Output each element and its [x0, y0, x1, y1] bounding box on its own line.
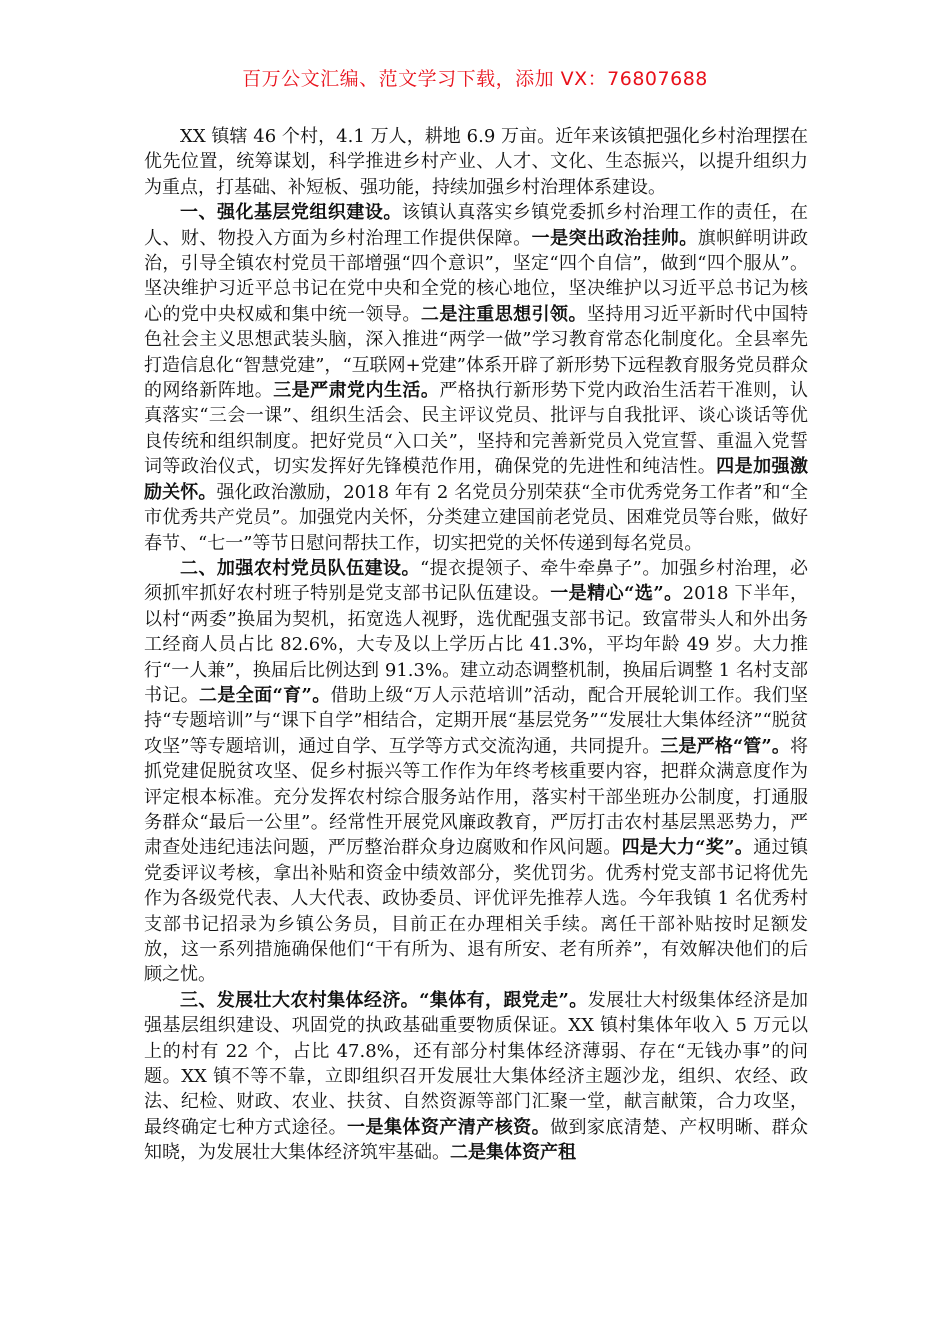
text-run: 旗帜鲜明讲政治，引导全镇农村党员干部增强“四个意识”，坚定“四个自信”，做到“四个服从”。坚决维护习近平总书记在党中央和全党的核心地位，坚决维护以习近平总书记为核心的党中央权威和集中统一领导。 [144, 227, 809, 325]
text-run: “提衣提领子、牵牛牵鼻子”。加强乡村治理，必须抓牢抓好农村班子特别是党支部书记队伍建设。 [144, 557, 809, 605]
text-run: 严格执行新形势下党内政治生活若干准则，认真落实“三会一课”、组织生活会、民主评议党员、批评与自我批评、谈心谈话等优良传统和组织制度。把好党员“入口关”，坚持和完善新党员入党宣誓、重温入党誓词等政治仪式，切实发挥好先锋模范作用，确保党的先进性和纯洁性。 [144, 380, 809, 478]
text-run: 通过镇党委评议考核，拿出补贴和资金中绩效部分，奖优罚劣。优秀村党支部书记将优先作为各级党代表、人大代表、政协委员、评优评先推荐人选。今年我镇 1 名优秀村支部书记招录为乡镇公务员，目前正在办理相关手续。离任干部补贴按时足额发放，这一系列措施确保他们“干有所为、退有所安、老有所养”，有效解决他们的后顾之忧。 [144, 837, 809, 986]
text-run: 借助上级“万人示范培训”活动，配合开展轮训工作。我们坚持“专题培训”与“课下自学”相结合，定期开展“基层党务”“发展壮大集体经济”“脱贫攻坚”等专题培训，通过自学、互学等方式交流沟通，共同提升。 [144, 684, 808, 757]
paragraph [144, 200, 808, 556]
document-body [144, 124, 808, 1166]
bold-heading-run: 二、加强农村党员队伍建设。 [180, 557, 420, 579]
paragraph [144, 556, 808, 988]
text-run: XX 镇辖 46 个村，4.1 万人，耕地 6.9 万亩。近年来该镇把强化乡村治理摆在优先位置，统筹谋划，科学推进乡村产业、人才、文化、生态振兴，以提升组织力为重点，打基础、补短板、强功能，持续加强乡村治理体系建设。 [144, 126, 808, 198]
text-run: 做到家底清楚、产权明晰、群众知晓，为发展壮大集体经济筑牢基础。 [144, 1116, 809, 1164]
text-run: 坚持用习近平新时代中国特色社会主义思想武装头脑，深入推进“两学一做”学习教育常态化制度化。全县率先打造信息化“智慧党建”，“互联网+党建”体系开辟了新形势下远程教育服务党员群众的网络新阵地。 [144, 303, 809, 402]
bold-heading-run: 三、发展壮大农村集体经济。 [180, 989, 420, 1011]
bold-heading-run: 三是严肃党内生活。 [273, 380, 440, 402]
bold-heading-run: 二是注重思想引领。 [420, 303, 587, 325]
text-run: 该镇认真落实乡镇党委抓乡村治理工作的责任，在人、财、物投入方面为乡村治理工作提供保障。 [144, 202, 809, 249]
bold-heading-run: 一是集体资产清产核资。 [347, 1116, 551, 1138]
bold-heading-run: 四是加强激励关怀。 [144, 456, 809, 503]
text-run: 强化政治激励，2018 年有 2 名党员分别荣获“全市优秀党务工作者”和“全市优秀共产党员”。加强党内关怀，分类建立建国前老党员、困难党员等台账，做好春节、“七一”等节日慰问帮扶工作，切实把党的关怀传递到每名党员。 [144, 481, 809, 554]
paragraph [144, 988, 808, 1166]
bold-heading-run: 三是严格“管”。 [660, 735, 790, 757]
paragraph [144, 124, 808, 200]
text-run: 发展壮大村级集体经济是加强基层组织建设、巩固党的执政基础重要物质保证。XX 镇村集体年收入 5 万元以上的村有 22 个，占比 47.8%，还有部分村集体经济薄弱、存在“无钱办事”的问题。XX 镇不等不靠，立即组织召开发展壮大集体经济主题沙龙，组织、农经、政法、纪检、财政、农业、扶贫、自然资源等部门汇聚一堂，献言献策，合力攻坚，最终确定七种方式途径。 [144, 989, 808, 1138]
text-run: 将抓党建促脱贫攻坚、促乡村振兴等工作作为年终考核重要内容，把群众满意度作为评定根本标准。充分发挥农村综合服务站作用，落实村干部坐班办公制度，打通服务群众“最后一公里”。经常性开展党风廉政教育，严厉打击农村基层黑恶势力，严肃查处违纪违法问题，严厉整治群众身边腐败和作风问题。 [144, 735, 808, 859]
watermark-header: 百万公文汇编、范文学习下载，添加 VX：76807688 [242, 68, 708, 90]
bold-heading-run: 一是精心“选”。 [550, 583, 683, 605]
bold-heading-run: 二是集体资产租 [450, 1142, 576, 1164]
bold-heading-run: 一是突出政治挂帅。 [531, 227, 698, 249]
bold-heading-run: “集体有，跟党走”。 [419, 989, 588, 1011]
bold-heading-run: 四是大力“奖”。 [621, 837, 754, 859]
bold-heading-run: 一、强化基层党组织建设。 [180, 202, 402, 224]
text-run: 2018 下半年，以村“两委”换届为契机，拓宽选人视野，选优配强支部书记。致富带头人和外出务工经商人员占比 82.6%，大专及以上学历占比 41.3%，平均年龄 49 岁。大力推行“一人兼”，换届后比例达到 91.3%。建立动态调整机制，换届后调整 1 名村支部书记。 [144, 583, 809, 706]
bold-heading-run: 二是全面“育”。 [199, 684, 331, 706]
